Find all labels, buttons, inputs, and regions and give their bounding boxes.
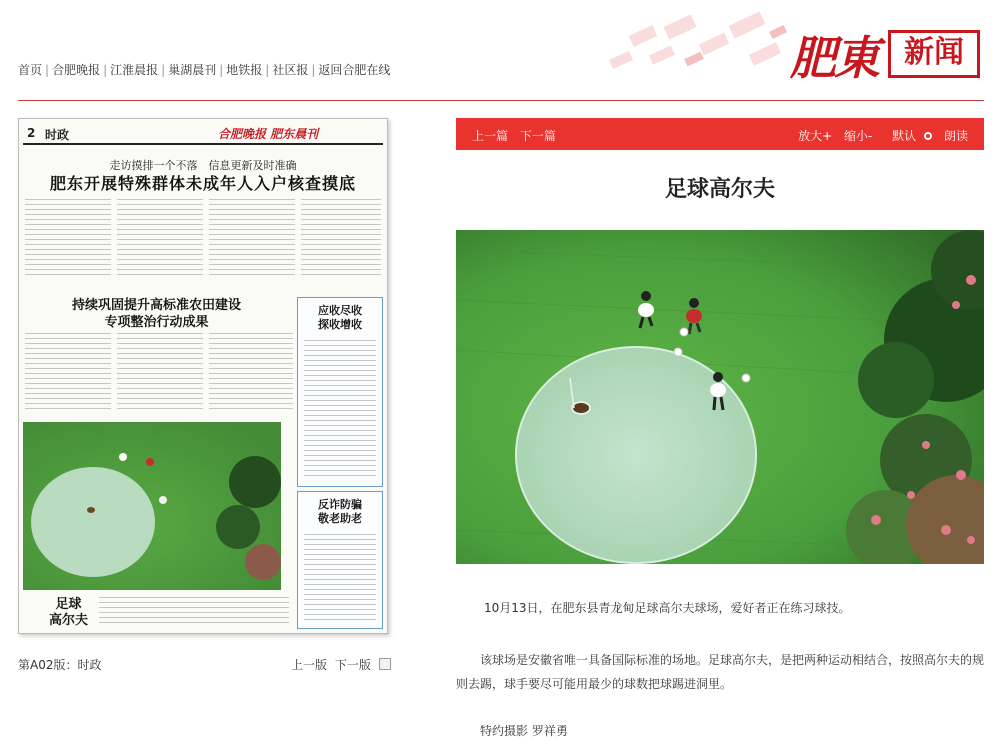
- caption-line-1: 足球: [55, 597, 82, 612]
- newspaper-page-header: [23, 125, 383, 145]
- newspaper-sidebox-2[interactable]: [297, 491, 383, 629]
- newspaper-photo-caption[interactable]: [49, 597, 88, 629]
- sidebox-2-title-line-1: 反诈防骗: [318, 498, 362, 511]
- header-decoration: [590, 10, 800, 85]
- nav-jianghuai-morning[interactable]: 江淮晨报: [110, 63, 159, 77]
- nav-separator: |: [219, 63, 224, 77]
- article-credit: 特约摄影 罗祥勇: [480, 724, 568, 738]
- header-divider: [18, 100, 984, 101]
- headline-2-line-1: 持续巩固提升高标准农田建设: [71, 298, 241, 313]
- article-paragraph-1: 10月13日，在肥东县青龙甸足球高尔夫球场，爱好者正在练习球技。: [484, 601, 851, 615]
- top-navigation: [18, 61, 390, 78]
- nav-separator: |: [311, 63, 316, 77]
- text-column[interactable]: [25, 199, 111, 279]
- read-aloud-button[interactable]: 朗读: [943, 129, 968, 143]
- next-page-link[interactable]: 下一版: [334, 658, 371, 672]
- default-size-button[interactable]: [884, 129, 932, 143]
- sidebox-2-title-line-2: 敬老助老: [318, 512, 362, 525]
- text-column[interactable]: [301, 199, 381, 279]
- feidong-logo: 肥東: [790, 31, 878, 85]
- broken-image-icon[interactable]: [379, 658, 391, 670]
- sidebox-1-title-line-2: 探收增收: [318, 318, 362, 331]
- text-column[interactable]: [117, 199, 203, 279]
- prev-article-button[interactable]: 上一篇: [472, 129, 509, 143]
- nav-separator: |: [45, 63, 50, 77]
- nav-separator: |: [161, 63, 166, 77]
- newspaper-headline-2[interactable]: [19, 297, 294, 331]
- newspaper-headline[interactable]: 肥东开展特殊群体未成年人入户核查摸底: [49, 174, 356, 193]
- text-column[interactable]: [209, 199, 295, 279]
- article-paragraph-2: 该球场是安徽省唯一具备国际标准的场地。足球高尔夫，是把两种运动相结合，按照高尔夫的规则去踢，球手要尽可能用最少的球数把球踢进洞里。: [456, 653, 985, 691]
- sidebox-text: [304, 534, 376, 622]
- nav-community[interactable]: 社区报: [272, 63, 309, 77]
- newspaper-kicker[interactable]: 走访摸排一个不落 信息更新及时准确: [109, 159, 297, 172]
- sidebox-text: [304, 340, 376, 480]
- nav-separator: |: [103, 63, 108, 77]
- nav-chaohu-morning[interactable]: 巢湖晨刊: [168, 63, 217, 77]
- circle-icon: [924, 132, 932, 140]
- photo-caption-text: [99, 597, 289, 625]
- nav-metro[interactable]: 地铁报: [226, 63, 263, 77]
- nav-hefei-evening[interactable]: 合肥晚报: [52, 63, 101, 77]
- newspaper-photo-thumbnail[interactable]: [23, 422, 281, 590]
- news-logo-stamp: 新闻: [888, 30, 980, 78]
- newspaper-page-number: 2: [27, 126, 36, 140]
- text-column[interactable]: [209, 333, 293, 413]
- text-column[interactable]: [25, 333, 111, 413]
- zoom-out-button[interactable]: 缩小-: [843, 129, 873, 143]
- newspaper-section: 时政: [45, 128, 70, 142]
- newspaper-sidebox-1[interactable]: [297, 297, 383, 487]
- nav-separator: |: [265, 63, 270, 77]
- page-edition-label: 第A02版：时政: [18, 658, 102, 672]
- text-column[interactable]: [117, 333, 203, 413]
- page-navigation: [291, 656, 395, 673]
- article-title: 足球高尔夫: [664, 177, 775, 202]
- sidebox-1-title-line-1: 应收尽收: [318, 304, 362, 317]
- newspaper-masthead: 合肥晚报 肥东晨刊: [218, 127, 319, 141]
- nav-back-hefei-online[interactable]: 返回合肥在线: [318, 63, 391, 77]
- default-size-label: 默认: [892, 129, 917, 143]
- next-article-button[interactable]: 下一篇: [519, 129, 556, 143]
- article-toolbar: [456, 118, 984, 150]
- prev-page-link[interactable]: 上一版: [291, 658, 328, 672]
- article-photo[interactable]: [456, 230, 984, 564]
- zoom-in-button[interactable]: 放大+: [798, 129, 833, 143]
- caption-line-2: 高尔夫: [49, 613, 89, 628]
- headline-2-line-2: 专项整治行动成果: [104, 315, 209, 330]
- newspaper-page-thumbnail[interactable]: [18, 118, 388, 634]
- nav-home[interactable]: 首页: [18, 63, 43, 77]
